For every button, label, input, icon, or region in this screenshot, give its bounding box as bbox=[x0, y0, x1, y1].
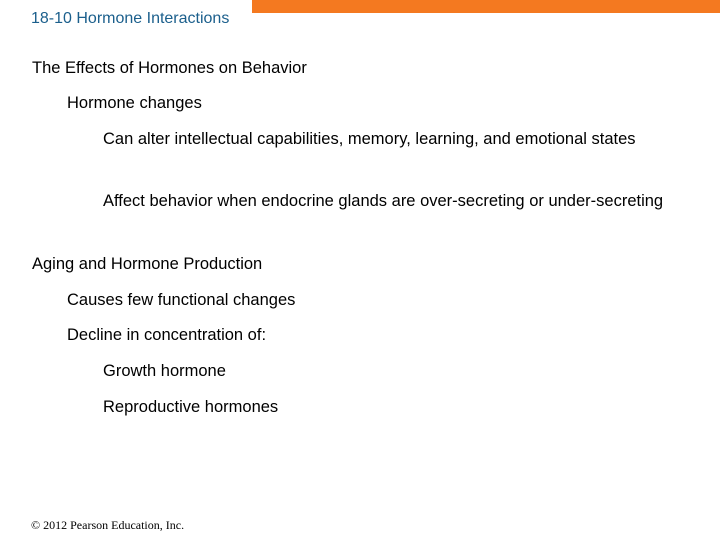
copyright-notice: © 2012 Pearson Education, Inc. bbox=[31, 518, 185, 532]
bullet-decline-concentration: Decline in concentration of: bbox=[67, 326, 267, 344]
bullet-affect-behavior: Affect behavior when endocrine glands are over-secreting or under-secreting bbox=[103, 192, 664, 210]
bullet-hormone-changes: Hormone changes bbox=[67, 94, 202, 112]
slide-title: 18-10 Hormone Interactions bbox=[31, 10, 230, 27]
bullet-reproductive-hormones: Reproductive hormones bbox=[103, 398, 279, 416]
bullet-growth-hormone: Growth hormone bbox=[103, 362, 226, 380]
bullet-few-functional-changes: Causes few functional changes bbox=[67, 291, 296, 309]
bullet-alter-capabilities: Can alter intellectual capabilities, memory, learning, and emotional states bbox=[103, 130, 636, 148]
header-accent-bar bbox=[252, 0, 720, 13]
bullet-aging-hormone-production: Aging and Hormone Production bbox=[32, 255, 263, 273]
bullet-effects-of-hormones: The Effects of Hormones on Behavior bbox=[32, 59, 307, 77]
